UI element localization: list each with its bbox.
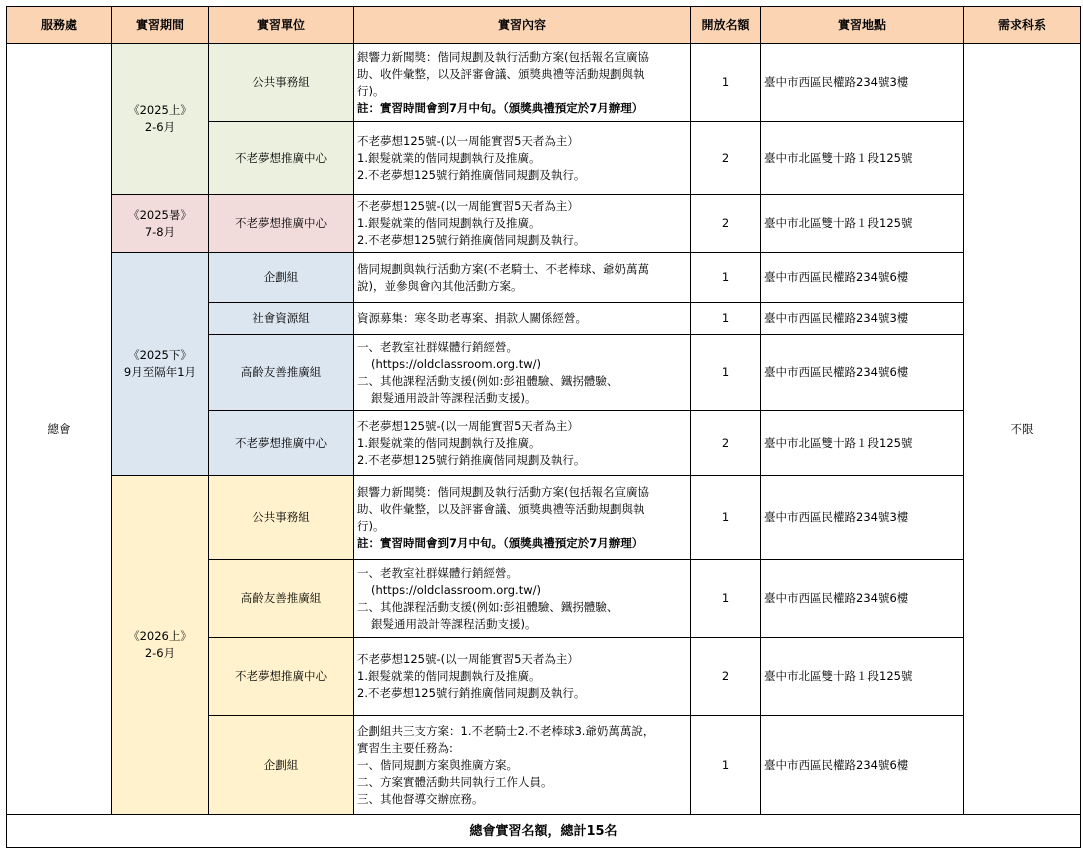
location-cell: 臺中市西區民權路234號3樓 — [761, 303, 964, 335]
office-cell: 總會 — [7, 44, 112, 815]
unit-cell: 公共事務組 — [209, 44, 354, 122]
location-cell: 臺中市北區雙十路１段125號 — [761, 411, 964, 476]
unit-cell: 不老夢想推廣中心 — [209, 411, 354, 476]
location-cell: 臺中市西區民權路234號6樓 — [761, 716, 964, 815]
unit-cell: 不老夢想推廣中心 — [209, 638, 354, 716]
table-row — [7, 195, 1081, 253]
location-cell: 臺中市西區民權路234號6樓 — [761, 335, 964, 411]
location-cell: 臺中市北區雙十路１段125號 — [761, 195, 964, 253]
period-2025-spring: 《2025上》 2-6月 — [112, 44, 209, 195]
header-unit: 實習單位 — [209, 7, 354, 44]
unit-cell: 企劃組 — [209, 253, 354, 303]
location-cell: 臺中市西區民權路234號3樓 — [761, 476, 964, 560]
content-cell: 不老夢想125號-(以一周能實習5天者為主） 1.銀髮就業的偕同規劃執行及推廣。 2.不老夢想125號行銷推廣偕同規劃及執行。 — [354, 195, 691, 253]
quota-cell: 1 — [691, 560, 761, 638]
unit-cell: 高齡友善推廣組 — [209, 560, 354, 638]
location-cell: 臺中市西區民權路234號6樓 — [761, 253, 964, 303]
quota-cell: 2 — [691, 638, 761, 716]
unit-cell: 公共事務組 — [209, 476, 354, 560]
header-office: 服務處 — [7, 7, 112, 44]
unit-cell: 不老夢想推廣中心 — [209, 195, 354, 253]
content-cell: 銀響力新聞獎：偕同規劃及執行活動方案(包括報名宣廣協 助、收件彙整，以及評審會議、頒獎典禮等活動規劃與執 行)。 註：實習時間會到7月中旬。（頒獎典禮預定於7月辦理） — [354, 44, 691, 122]
unit-cell: 不老夢想推廣中心 — [209, 122, 354, 195]
header-majors: 需求科系 — [964, 7, 1081, 44]
header-content: 實習內容 — [354, 7, 691, 44]
quota-cell: 2 — [691, 411, 761, 476]
content-cell: 一、老教室社群媒體行銷經營。 (https://oldclassroom.org.tw/) 二、其他課程活動支援(例如:彭祖體驗、鐵拐體驗、 銀髮通用設計等課程活動支援)。 — [354, 560, 691, 638]
period-2025-fall: 《2025下》 9月至隔年1月 — [112, 253, 209, 476]
quota-cell: 2 — [691, 122, 761, 195]
unit-cell: 高齡友善推廣組 — [209, 335, 354, 411]
content-cell: 不老夢想125號-(以一周能實習5天者為主） 1.銀髮就業的偕同規劃執行及推廣。 2.不老夢想125號行銷推廣偕同規劃及執行。 — [354, 638, 691, 716]
quota-cell: 2 — [691, 195, 761, 253]
location-cell: 臺中市西區民權路234號3樓 — [761, 44, 964, 122]
period-2026-spring: 《2026上》 2-6月 — [112, 476, 209, 815]
content-cell: 不老夢想125號-(以一周能實習5天者為主） 1.銀髮就業的偕同規劃執行及推廣。 2.不老夢想125號行銷推廣偕同規劃及執行。 — [354, 122, 691, 195]
internship-table — [6, 6, 1081, 848]
content-cell: 偕同規劃與執行活動方案(不老騎士、不老棒球、爺奶萬萬 說)，並參與會內其他活動方案。 — [354, 253, 691, 303]
quota-cell: 1 — [691, 716, 761, 815]
total-row — [7, 815, 1081, 848]
quota-cell: 1 — [691, 303, 761, 335]
table-row — [7, 476, 1081, 560]
header-location: 實習地點 — [761, 7, 964, 44]
period-2025-summer: 《2025暑》 7-8月 — [112, 195, 209, 253]
unit-cell: 社會資源組 — [209, 303, 354, 335]
header-row — [7, 7, 1081, 44]
content-cell: 一、老教室社群媒體行銷經營。 (https://oldclassroom.org.tw/) 二、其他課程活動支援(例如:彭祖體驗、鐵拐體驗、 銀髮通用設計等課程活動支援)。 — [354, 335, 691, 411]
quota-cell: 1 — [691, 253, 761, 303]
quota-cell: 1 — [691, 44, 761, 122]
total-summary: 總會實習名額，總計15名 — [7, 815, 1081, 848]
content-cell: 企劃組共三支方案：1.不老騎士2.不老棒球3.爺奶萬萬說， 實習生主要任務為: 一、偕同規劃方案與推廣方案。 二、方案實體活動共同執行工作人員。 三、其他督導交辦庶務。 — [354, 716, 691, 815]
table-row — [7, 44, 1081, 122]
majors-cell: 不限 — [964, 44, 1081, 815]
location-cell: 臺中市北區雙十路１段125號 — [761, 122, 964, 195]
content-cell: 銀響力新聞獎：偕同規劃及執行活動方案(包括報名宣廣協 助、收件彙整，以及評審會議、頒獎典禮等活動規劃與執 行)。 註：實習時間會到7月中旬。（頒獎典禮預定於7月辦理） — [354, 476, 691, 560]
content-cell: 資源募集：寒冬助老專案、捐款人關係經營。 — [354, 303, 691, 335]
table-row — [7, 253, 1081, 303]
location-cell: 臺中市西區民權路234號6樓 — [761, 560, 964, 638]
content-cell: 不老夢想125號-(以一周能實習5天者為主） 1.銀髮就業的偕同規劃執行及推廣。 2.不老夢想125號行銷推廣偕同規劃及執行。 — [354, 411, 691, 476]
quota-cell: 1 — [691, 476, 761, 560]
header-period: 實習期間 — [112, 7, 209, 44]
location-cell: 臺中市北區雙十路１段125號 — [761, 638, 964, 716]
unit-cell: 企劃組 — [209, 716, 354, 815]
quota-cell: 1 — [691, 335, 761, 411]
header-quota: 開放名額 — [691, 7, 761, 44]
